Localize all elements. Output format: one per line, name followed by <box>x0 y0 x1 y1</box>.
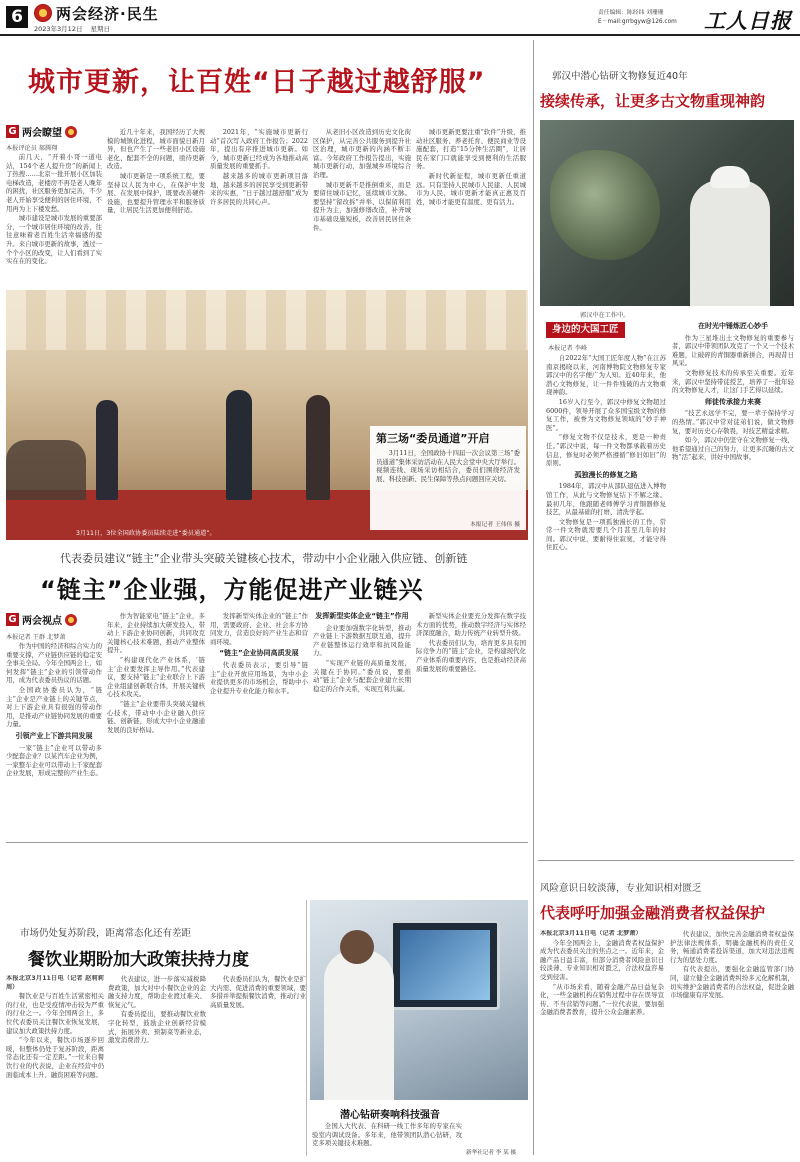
bronze-p8: “技艺永远学不完，要一辈子保持学习的热情。”郭汉中常对徒弟们说，做文物修复，要对历史心存敬畏，对技艺精益求精。 <box>672 409 794 435</box>
catering-col-1 <box>6 975 104 1156</box>
catering-p3: 代表建议，进一步落实减税降费政策，加大对中小餐饮企业的金融支持力度，帮助企业渡过难关、恢复元气。 <box>108 975 206 1009</box>
catering-byline: 本报北京3月11日电（记者 赵莉莉 周） <box>6 975 104 991</box>
chain-p4: 作为智能家电“链主”企业，多年来，企业持续加大研发投入，带动上下游企业协同创新，共同攻克关键核心技术难题，推动产业整体提升。 <box>107 612 205 655</box>
finance-p3: 代表建议，加快完善金融消费者权益保护法律法规体系，明确金融机构的责任义务，畅通消费者投诉渠道，加大对违法违规行为的惩处力度。 <box>670 930 794 964</box>
scitech-caption-title: 潜心钻研奏响科技强音 <box>340 1110 440 1121</box>
article1-p6: 越来越多的城市更新项目落地，越来越多的居民享受到更新带来的实惠，“日子越过越舒服”成为许多居民的共同心声。 <box>210 171 308 206</box>
chain-p10: “实现产业链的高质量发展，关键在于协同。”委员说，要推动“链主”企业与配套企业建立长期稳定的合作关系，实现互利共赢。 <box>313 658 411 693</box>
catering-kicker: 市场仍处复苏阶段，距离常态化还有差距 <box>20 928 192 939</box>
national-emblem-icon <box>34 4 52 22</box>
date-line <box>34 24 110 33</box>
article1-col-3 <box>210 128 308 288</box>
chain-p1: 作为中国的经济和综合实力的重要支撑，产业链供应链的稳定安全事关全局。今年全国两会上，如何发挥“链主”企业的引领带动作用，成为代表委员热议的话题。 <box>6 642 102 685</box>
chain-kicker: 代表委员建议“链主”企业带头突破关键核心技术，带动中小企业融入供应链、创新链 <box>60 552 468 565</box>
bronze-caption: 郭汉中在工作中。 <box>580 312 630 319</box>
lianghui-tag-label: 两会瞭望 <box>22 128 62 139</box>
chain-p6: “链主”企业要带头突破关键核心技术，带动中小企业融入供应链、创新链，形成大中小企业融通发展的良好格局。 <box>107 699 205 734</box>
finance-headline: 代表呼吁加强金融消费者权益保护 <box>540 904 766 922</box>
chain-p2: 全国政协委员认为，“链主”企业是产业链上的关键节点，对上下游企业具有很强的带动作用，是推动产业链协同发展的重要力量。 <box>6 685 102 729</box>
article1-col-2 <box>107 128 205 288</box>
article1-p10: 新时代新征程，城市更新任重道远。只有坚持人民城市人民建、人民城市为人民，城市更新才能真正惠及百姓，城市才能更有温度、更有活力。 <box>416 171 526 206</box>
article1-col-4 <box>313 128 411 288</box>
monitor-screen-graphic <box>400 930 490 1000</box>
committee-box-text: 3月11日，全国政协十四届一次会议第三场“委员通道”集体采访活动在人民大会堂中央大厅举行。视频连线、现场采访相结合，委员们围绕经济发展、科技创新、民生保障等热点问题回应关切。 <box>376 449 520 483</box>
article1-p7: 从老旧小区改造到历史文化街区保护，从完善公共服务到提升社区治理，城市更新的内涵不断丰富。今年政府工作报告提出，实施城市更新行动，加强城乡环境综合治理。 <box>313 128 411 179</box>
bronze-col-1 <box>546 354 666 829</box>
restorer-cap <box>710 166 750 188</box>
chain-p8: 代表委员表示，要引导“链主”企业开放应用场景，为中小企业提供更多的市场机会，帮助中小企业提升专业化能力和水平。 <box>210 660 308 695</box>
scitech-credit: 新华社记者 李 某 摄 <box>466 1150 517 1156</box>
chain-headline: “链主”企业强，方能促进产业链兴 <box>40 576 424 604</box>
chain-p7: 发挥新型实体企业的“链主”作用，需要政府、企业、社会多方协同发力，营造良好的产业生态和营商环境。 <box>210 612 308 646</box>
article1-p9: 城市更新更要注重“软件”升级，推动社区服务、养老托育、便民商业等设施配套，打造“15分钟生活圈”，让居民在家门口就能享受到便利的生活服务。 <box>416 128 526 171</box>
catering-col-2 <box>108 975 206 1156</box>
chain-p9: 企业要加强数字化转型，推动产业链上下游数据互联互通，提升产业链整体运行效率和抗风险能力。 <box>313 623 411 658</box>
chain-col-2 <box>107 612 205 834</box>
emblem-small-icon <box>65 126 77 138</box>
bronze-p7: 文物修复技术的传承至关重要。近年来，郭汉中坚持带徒授艺，培养了一批年轻的文物修复人才，让这门手艺得以延续。 <box>672 368 794 395</box>
article1-p2: 城市建设是城市发展的重要部分，一个城市居住环境的改善，往往意味着老百姓生活幸福感的提升。来自城市更新的故事，透过一个个小区的改变，让人们看到了实实在在的变化。 <box>6 214 102 266</box>
section-name: 两会经济·民生 <box>56 4 159 23</box>
chain-p3: 一家“链主”企业可以带动多少配套企业？以某汽车企业为例，一家整车企业可以带动上千家配套企业发展，形成完整的产业生态。 <box>6 743 102 778</box>
finance-p2: “从市场来看，随着金融产品日益复杂化，一些金融机构在销售过程中存在误导宣传、不当营销等问题。”一位代表说，要加强金融消费者教育，提升公众金融素养。 <box>540 982 664 1017</box>
bronze-p9: 如今，郭汉中仍坚守在文物修复一线，他希望通过自己的努力，让更多沉睡的古文物“活”起来，讲好中国故事。 <box>672 436 794 462</box>
committee-photographer: 本报记者 王伟伟 摄 <box>469 522 520 528</box>
bronze-p3: “修复文物不仅是技术，更是一种责任。”郭汉中说，每一件文物都承载着历史信息，修复时必须严格遵循“修旧如旧”的原则。 <box>546 433 666 468</box>
horizontal-divider-right <box>538 860 794 861</box>
bronze-p4: 1984年，郭汉中从部队退伍进入博物馆工作，从此与文物修复结下不解之缘。最初几年，他跟随老师傅学习青铜器修复技艺，从最基础的打磨、清洗学起。 <box>546 482 666 517</box>
catering-col-3 <box>210 975 306 1156</box>
vertical-divider-bottom <box>306 900 307 1156</box>
scitech-photo <box>310 900 528 1100</box>
main-headline: 城市更新，让百姓“日子越过越舒服” <box>28 67 486 98</box>
section-title <box>34 3 159 23</box>
chain-p5: “构建现代化产业体系，‘链主’企业要发挥主导作用。”代表建议，要支持“链主”企业联合上下游企业组建创新联合体，开展关键核心技术攻关。 <box>107 655 205 699</box>
bronze-headline: 接续传承，让更多古文物重现神韵 <box>540 92 766 110</box>
bronze-byline: 本报记者 李峰 <box>548 345 588 352</box>
catering-p4: 有委员提出，要推动餐饮业数字化转型，鼓励企业创新经营模式，拓展外卖、预制菜等新业态，激发消费潜力。 <box>108 1010 206 1045</box>
article1-p4: 城市更新是一项系统工程，要坚持以人民为中心，在保护中发展、在发展中保护，既要改善硬件设施，也要提升管理水平和服务质量，让居民生活更加便利舒适。 <box>107 171 205 215</box>
bronze-p5: 文物修复是一项孤独漫长的工作，常常一件文物就需要几个月甚至几年的时间。郭汉中说，要耐得住寂寞，才能守得住匠心。 <box>546 517 666 552</box>
bronze-p1: 自2022年“大国工匠年度人物”在江苏南京揭晓以来，河南博物院文物修复专家郭汉中的名字便广为人知。近40年来，他潜心文物修复，让一件件残破的古文物重现神韵。 <box>546 354 666 397</box>
scientist-figure <box>324 950 394 1100</box>
chain-col-4 <box>313 612 411 834</box>
article1-p5: 2021年，“实施城市更新行动”首次写入政府工作报告；2022年，提出有序推进城市更新。如今，城市更新已经成为各地推动高质量发展的重要抓手。 <box>210 128 308 171</box>
bronze-kicker: 郭汉中潜心钻研文物修复近40年 <box>552 71 688 82</box>
bronze-col-2 <box>672 322 794 829</box>
chain-col-1 <box>6 642 102 834</box>
g-logo-icon: G <box>6 125 19 138</box>
catering-headline: 餐饮业期盼加大政策扶持力度 <box>28 950 249 970</box>
article1-p8: 城市更新不是推倒重来，而是要留住城市记忆，延续城市文脉。要坚持“留改拆”并举、以保留利用提升为主，加强修缮改造，补齐城市基础设施短板，改善居民居住条件。 <box>313 180 411 232</box>
chain-tag-label: 两会视点 <box>22 616 62 627</box>
committee-caption: 3月11日，3位全国政协委员陆续走进“委员通道”。 <box>76 530 216 537</box>
bronze-artifact <box>550 150 660 260</box>
committee-member-right <box>306 395 330 500</box>
issue-date: 2023年3月12日 <box>34 25 83 33</box>
finance-byline: 本报北京3月11日电（记者 北梦萧） <box>540 930 642 937</box>
restorer-figure <box>690 180 770 306</box>
committee-photo <box>6 290 528 540</box>
catering-p1: 餐饮业是与百姓生活紧密相关的行业，也是受疫情冲击较为严重的行业之一。今年全国两会上，多位代表委员关注餐饮业恢复发展，建议加大政策扶持力度。 <box>6 992 104 1035</box>
scitech-caption: 全国人大代表、在科研一线工作多年的专家在实验室内调试设备。多年来，他带领团队潜心钻研，攻克多项关键技术难题。 <box>312 1122 462 1148</box>
catering-p2: “今年以来，餐饮市场逐步回暖，但整体仍处于复苏阶段，距离常态化还有一定差距。”一位来自餐饮行业的代表说，企业在经营中仍面临成本上升、融资困难等问题。 <box>6 1036 104 1079</box>
committee-member-left <box>96 400 118 500</box>
committee-member-center <box>226 390 252 500</box>
finance-col-2 <box>670 930 794 1156</box>
bronze-subhead-3: 师徒传承接力来赛 <box>705 397 761 406</box>
finance-col-1 <box>540 930 664 1156</box>
committee-box <box>370 426 526 530</box>
chain-tag <box>6 612 77 627</box>
vertical-divider <box>533 40 534 1155</box>
editor-line: 责任编辑：陈经纬 刘珊珊 <box>598 10 664 16</box>
chain-byline: 本报记者 王群 北梦萧 <box>6 634 66 641</box>
hall-ceiling-lights <box>6 290 528 350</box>
chain-col-3 <box>210 612 308 834</box>
chain-subhead-2: “链主”企业协同高质发展 <box>219 649 299 658</box>
bronze-subhead-2: 在时光中锤炼匠心妙手 <box>698 322 768 330</box>
scientist-head <box>340 930 374 964</box>
editor-credit <box>598 9 677 27</box>
article1-p3: 近几十年来，我国经历了大规模的城镇化进程，城市面貌日新月异，但也产生了一些老旧小区设施老化、配套不全的问题，亟待更新改造。 <box>107 128 205 171</box>
bronze-subhead-1: 孤独漫长的修复之路 <box>574 470 638 479</box>
bronze-p6: 作为三星堆出土文物修复的重要参与者，郭汉中带领团队攻克了一个又一个技术难题，让破碎的青铜器重新拼合，再现昔日风采。 <box>672 333 794 368</box>
chain-subhead-1: 引领产业上下游共同发展 <box>15 731 93 740</box>
g-logo-icon-2: G <box>6 613 19 626</box>
chain-p12: 代表委员们认为，培育更多具有国际竞争力的“链主”企业，是构建现代化产业体系的重要内容，也是推动经济高质量发展的重要路径。 <box>416 638 526 673</box>
header-rule <box>0 34 800 36</box>
email-line: E－mail:grrbgyw@126.com <box>598 19 677 25</box>
catering-p5: 代表委员们认为，餐饮业是扩大内需、促进消费的重要领域，要多措并举提振餐饮消费，推动行业高质量发展。 <box>210 975 306 1009</box>
bronze-p2: 16岁入行至今，郭汉中修复文物超过6000件，领导开展了众多国宝级文物的修复工作，被誉为文物修复领域的“妙手神医”。 <box>546 397 666 432</box>
article1-byline: 本报评论员 郝腾翔 <box>6 145 58 152</box>
lianghui-tag <box>6 124 77 139</box>
bronze-column-tag: 身边的大国工匠 <box>546 322 625 338</box>
masthead-logo: 工人日报 <box>704 8 792 33</box>
finance-p1: 今年全国两会上，金融消费者权益保护成为代表委员关注的焦点之一。近年来，金融产品日益丰富，但部分消费者风险意识日较淡薄、专业知识相对匮乏，合法权益容易受到侵害。 <box>540 938 664 981</box>
bronze-photo <box>540 120 794 306</box>
press-crowd <box>6 440 86 500</box>
article1-p1: 前几天，“开着小哥一道电站，154个老人提升房”的新闻上了热搜……北京一批开展小区加装电梯改造，老楼房不再是老人晚年的困扰，社区服务更加完善，不少老人开始享受便利的居住环境，不用再为上下楼发愁。 <box>6 153 102 213</box>
finance-kicker: 风险意识日较淡薄，专业知识相对匮乏 <box>540 883 702 894</box>
page-header <box>0 0 800 36</box>
chain-col-5 <box>416 612 526 834</box>
page-number: 6 <box>6 6 28 28</box>
emblem-small-icon-2 <box>65 614 77 626</box>
article1-col-1 <box>6 153 102 288</box>
issue-weekday: 星期日 <box>90 25 111 33</box>
chain-p11: 新型实体企业要充分发挥在数字技术方面的优势，推动数字经济与实体经济深度融合，助力传统产业转型升级。 <box>416 612 526 638</box>
article1-col-5 <box>416 128 526 288</box>
horizontal-divider-mid <box>6 842 528 843</box>
committee-box-title: 第三场“委员通道”开启 <box>376 432 490 445</box>
finance-p4: 有代表提出，要强化金融监管部门协同，建立健全金融消费纠纷多元化解机制，切实维护金融消费者的合法权益，促进金融市场健康有序发展。 <box>670 965 794 1000</box>
chain-subhead-3: 发挥新型实体企业“链主”作用 <box>315 612 409 620</box>
